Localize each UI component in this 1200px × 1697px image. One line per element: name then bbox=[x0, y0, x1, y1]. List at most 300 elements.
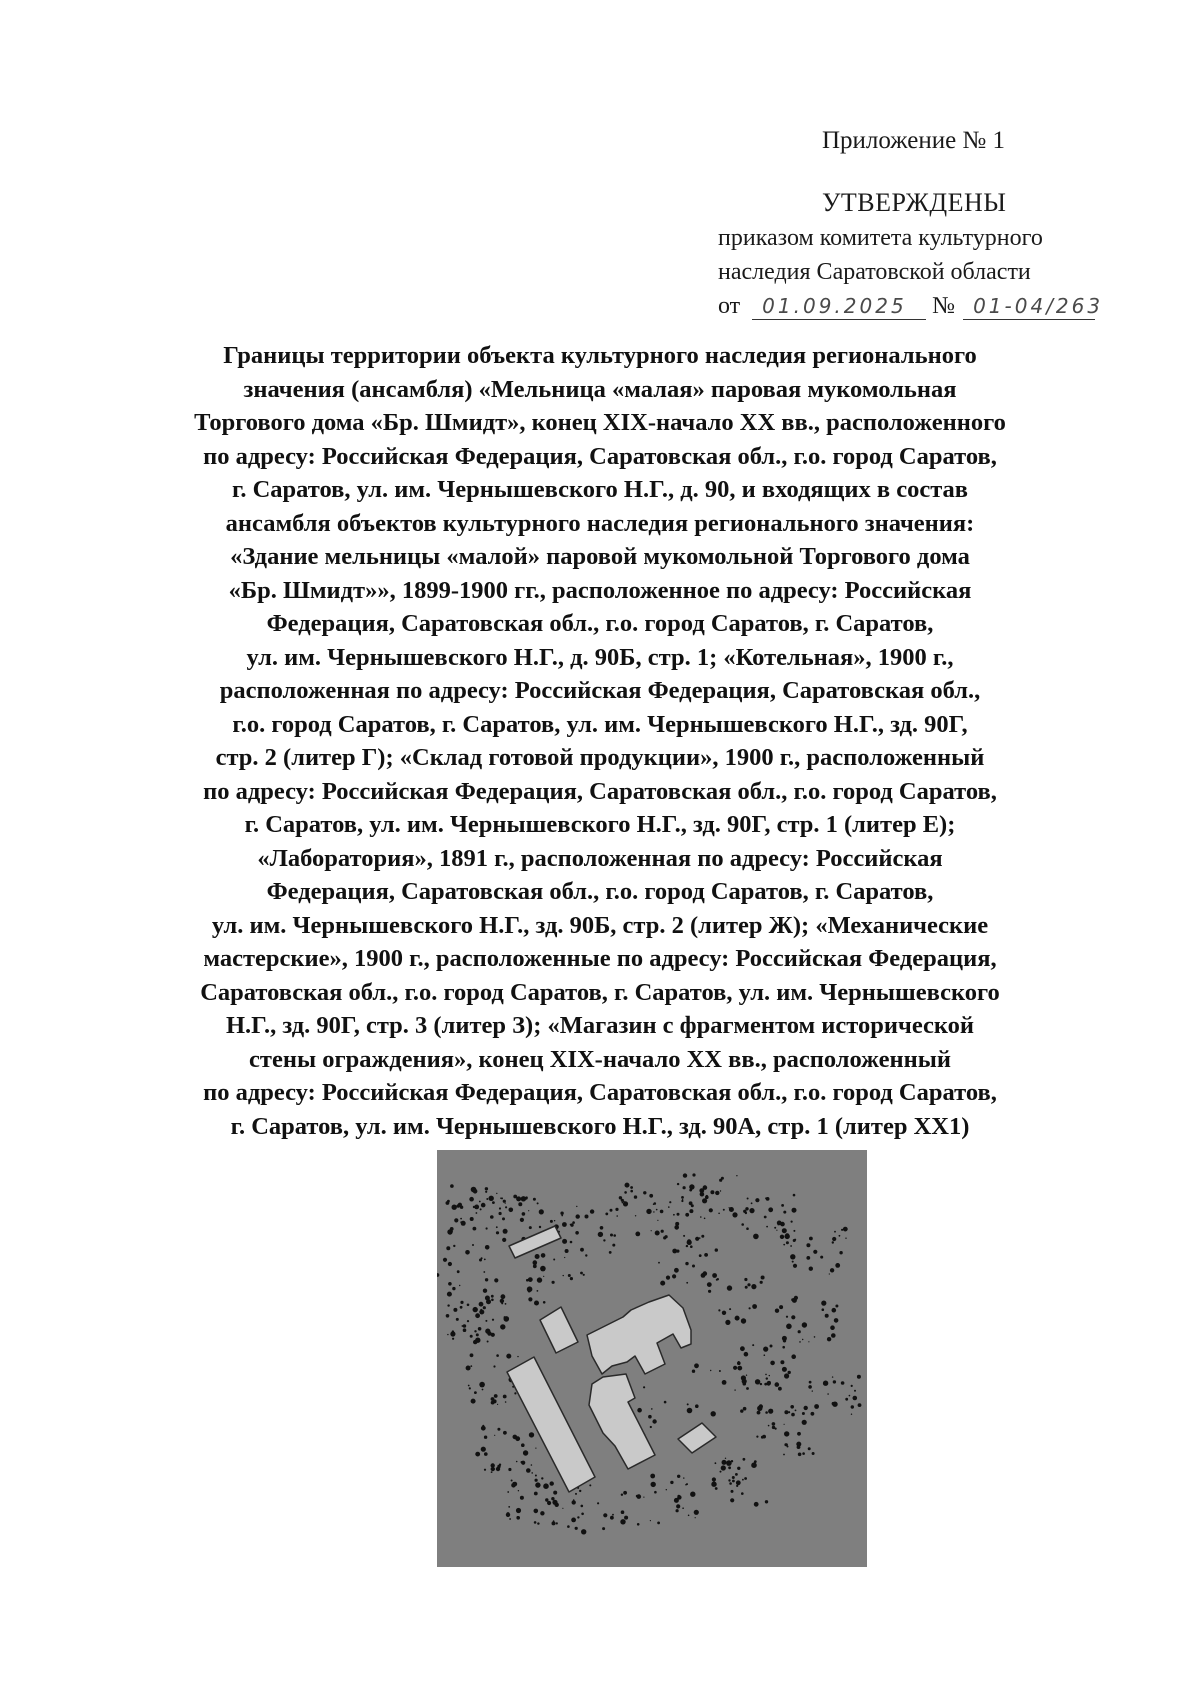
vegetation-speckle bbox=[561, 1215, 563, 1217]
vegetation-speckle bbox=[612, 1244, 615, 1247]
vegetation-speckle bbox=[543, 1276, 544, 1277]
vegetation-speckle bbox=[534, 1521, 537, 1524]
vegetation-speckle bbox=[721, 1465, 726, 1470]
vegetation-speckle bbox=[506, 1513, 510, 1517]
date-prefix: от bbox=[718, 293, 741, 319]
vegetation-speckle bbox=[570, 1224, 571, 1225]
vegetation-speckle bbox=[845, 1398, 848, 1401]
vegetation-speckle bbox=[814, 1336, 816, 1338]
vegetation-speckle bbox=[513, 1435, 518, 1440]
vegetation-speckle bbox=[704, 1218, 706, 1220]
vegetation-speckle bbox=[666, 1276, 670, 1280]
vegetation-speckle bbox=[576, 1214, 580, 1218]
vegetation-speckle bbox=[699, 1237, 701, 1239]
vegetation-speckle bbox=[668, 1206, 670, 1208]
vegetation-speckle bbox=[654, 1491, 657, 1494]
vegetation-speckle bbox=[485, 1278, 488, 1281]
handwritten-order-number: 01-04/263 bbox=[963, 293, 1095, 320]
vegetation-speckle bbox=[491, 1295, 494, 1298]
vegetation-speckle bbox=[851, 1414, 852, 1415]
vegetation-speckle bbox=[556, 1522, 558, 1524]
vegetation-speckle bbox=[829, 1273, 830, 1274]
vegetation-speckle bbox=[694, 1363, 699, 1368]
vegetation-speckle bbox=[579, 1490, 581, 1492]
vegetation-speckle bbox=[643, 1191, 646, 1194]
vegetation-speckle bbox=[794, 1296, 798, 1300]
vegetation-speckle bbox=[784, 1443, 787, 1446]
vegetation-speckle bbox=[501, 1197, 503, 1199]
vegetation-speckle bbox=[583, 1274, 585, 1276]
vegetation-speckle bbox=[783, 1454, 785, 1456]
title-line: г. Саратов, ул. им. Чернышевского Н.Г., зд. 90Г, стр. 1 (литер Е); bbox=[244, 811, 956, 838]
vegetation-speckle bbox=[764, 1383, 767, 1386]
vegetation-speckle bbox=[580, 1272, 583, 1275]
vegetation-speckle bbox=[743, 1382, 747, 1386]
vegetation-speckle bbox=[654, 1202, 657, 1205]
vegetation-speckle bbox=[497, 1404, 498, 1405]
vegetation-speckle bbox=[479, 1302, 484, 1307]
vegetation-speckle bbox=[793, 1239, 796, 1242]
vegetation-speckle bbox=[786, 1241, 789, 1244]
vegetation-speckle bbox=[448, 1262, 452, 1266]
vegetation-speckle bbox=[812, 1452, 815, 1455]
vegetation-speckle bbox=[637, 1523, 640, 1526]
vegetation-speckle bbox=[703, 1271, 708, 1276]
order-line-2: наследия Саратовской области bbox=[718, 259, 1031, 285]
vegetation-speckle bbox=[761, 1276, 765, 1280]
vegetation-speckle bbox=[610, 1516, 614, 1520]
vegetation-speckle bbox=[784, 1424, 785, 1425]
title-line: стр. 2 (литер Г); «Склад готовой продукции», 1900 г., расположенный bbox=[215, 744, 985, 771]
vegetation-speckle bbox=[577, 1516, 579, 1518]
vegetation-speckle bbox=[454, 1218, 458, 1222]
vegetation-speckle bbox=[562, 1239, 567, 1244]
vegetation-speckle bbox=[481, 1447, 486, 1452]
vegetation-speckle bbox=[710, 1370, 711, 1371]
vegetation-speckle bbox=[798, 1453, 802, 1457]
vegetation-speckle bbox=[732, 1480, 735, 1483]
vegetation-speckle bbox=[784, 1410, 788, 1414]
vegetation-speckle bbox=[675, 1222, 679, 1226]
vegetation-speckle bbox=[657, 1220, 658, 1221]
vegetation-speckle bbox=[534, 1492, 538, 1496]
vegetation-speckle bbox=[576, 1206, 577, 1207]
vegetation-speckle bbox=[509, 1518, 511, 1520]
vegetation-speckle bbox=[537, 1277, 542, 1282]
vegetation-speckle bbox=[780, 1360, 784, 1364]
vegetation-speckle bbox=[732, 1212, 737, 1217]
vegetation-speckle bbox=[791, 1298, 794, 1301]
vegetation-speckle bbox=[757, 1411, 761, 1415]
vegetation-speckle bbox=[529, 1226, 532, 1229]
vegetation-speckle bbox=[513, 1195, 517, 1199]
vegetation-speckle bbox=[481, 1203, 486, 1208]
vegetation-speckle bbox=[806, 1243, 810, 1247]
vegetation-speckle bbox=[851, 1385, 853, 1387]
vegetation-speckle bbox=[453, 1245, 455, 1247]
vegetation-speckle bbox=[832, 1308, 837, 1313]
vegetation-speckle bbox=[476, 1212, 478, 1214]
vegetation-speckle bbox=[503, 1229, 508, 1234]
vegetation-speckle bbox=[585, 1254, 587, 1256]
vegetation-speckle bbox=[751, 1462, 757, 1468]
vegetation-speckle bbox=[453, 1308, 457, 1312]
vegetation-speckle bbox=[554, 1220, 555, 1221]
vegetation-speckle bbox=[841, 1381, 845, 1385]
vegetation-speckle bbox=[497, 1465, 500, 1468]
vegetation-speckle bbox=[770, 1345, 773, 1348]
vegetation-speckle bbox=[535, 1475, 537, 1477]
vegetation-speckle bbox=[661, 1230, 664, 1233]
vegetation-speckle bbox=[563, 1275, 564, 1276]
vegetation-speckle bbox=[531, 1472, 533, 1474]
vegetation-speckle bbox=[609, 1251, 612, 1254]
vegetation-speckle bbox=[683, 1173, 687, 1177]
title-line: «Здание мельницы «малой» паровой мукомольной Торгового дома bbox=[230, 543, 970, 570]
vegetation-speckle bbox=[580, 1248, 584, 1252]
vegetation-speckle bbox=[685, 1262, 688, 1265]
vegetation-speckle bbox=[503, 1395, 507, 1399]
site-plan-drawing bbox=[437, 1150, 867, 1567]
vegetation-speckle bbox=[839, 1251, 842, 1254]
vegetation-speckle bbox=[472, 1244, 474, 1246]
vegetation-speckle bbox=[467, 1320, 469, 1322]
vegetation-speckle bbox=[543, 1301, 546, 1304]
vegetation-speckle bbox=[665, 1235, 668, 1238]
vegetation-speckle bbox=[575, 1231, 579, 1235]
vegetation-speckle bbox=[742, 1479, 744, 1481]
vegetation-speckle bbox=[484, 1436, 487, 1439]
vegetation-speckle bbox=[782, 1346, 785, 1349]
vegetation-speckle bbox=[790, 1405, 794, 1409]
vegetation-speckle bbox=[508, 1506, 510, 1508]
vegetation-speckle bbox=[476, 1308, 477, 1309]
vegetation-speckle bbox=[447, 1304, 449, 1306]
vegetation-speckle bbox=[692, 1265, 695, 1268]
vegetation-speckle bbox=[785, 1234, 790, 1239]
vegetation-speckle bbox=[552, 1281, 555, 1284]
vegetation-speckle bbox=[782, 1228, 787, 1233]
vegetation-speckle bbox=[689, 1209, 693, 1213]
vegetation-speckle bbox=[740, 1346, 745, 1351]
vegetation-speckle bbox=[674, 1268, 679, 1273]
vegetation-speckle bbox=[791, 1413, 795, 1417]
vegetation-speckle bbox=[718, 1213, 720, 1215]
vegetation-speckle bbox=[735, 1316, 740, 1321]
vegetation-speckle bbox=[635, 1215, 636, 1216]
vegetation-speckle bbox=[480, 1208, 482, 1210]
vegetation-speckle bbox=[749, 1307, 751, 1309]
vegetation-speckle bbox=[792, 1261, 794, 1263]
vegetation-speckle bbox=[701, 1235, 704, 1238]
vegetation-speckle bbox=[737, 1366, 742, 1371]
vegetation-speckle bbox=[802, 1412, 805, 1415]
vegetation-speckle bbox=[507, 1491, 509, 1493]
vegetation-speckle bbox=[485, 1296, 490, 1301]
vegetation-speckle bbox=[473, 1307, 478, 1312]
vegetation-speckle bbox=[541, 1253, 546, 1258]
vegetation-speckle bbox=[497, 1428, 500, 1431]
vegetation-speckle bbox=[452, 1338, 454, 1340]
vegetation-speckle bbox=[602, 1527, 605, 1530]
vegetation-speckle bbox=[833, 1380, 836, 1383]
vegetation-speckle bbox=[695, 1404, 699, 1408]
vegetation-speckle bbox=[467, 1304, 470, 1307]
vegetation-speckle bbox=[529, 1432, 534, 1437]
vegetation-speckle bbox=[765, 1197, 767, 1199]
vegetation-speckle bbox=[853, 1396, 858, 1401]
vegetation-speckle bbox=[470, 1217, 474, 1221]
vegetation-speckle bbox=[616, 1215, 618, 1217]
vegetation-speckle bbox=[737, 1467, 740, 1470]
vegetation-speckle bbox=[791, 1221, 793, 1223]
vegetation-speckle bbox=[814, 1404, 819, 1409]
title-line: по адресу: Российская Федерация, Саратовская обл., г.о. город Саратов, bbox=[203, 777, 997, 805]
vegetation-speckle bbox=[560, 1212, 563, 1215]
title-line: стены ограждения», конец XIX-начало XX вв., расположенный bbox=[249, 1045, 951, 1073]
vegetation-speckle bbox=[660, 1281, 665, 1286]
title-line: г. Саратов, ул. им. Чернышевского Н.Г., д. 90, и входящих в состав bbox=[231, 476, 969, 503]
vegetation-speckle bbox=[741, 1492, 744, 1495]
vegetation-speckle bbox=[475, 1452, 480, 1457]
vegetation-speckle bbox=[516, 1516, 520, 1520]
vegetation-speckle bbox=[462, 1325, 464, 1327]
vegetation-speckle bbox=[505, 1303, 507, 1305]
vegetation-speckle bbox=[531, 1464, 533, 1466]
vegetation-speckle bbox=[741, 1318, 746, 1323]
vegetation-speckle bbox=[513, 1482, 518, 1487]
vegetation-speckle bbox=[473, 1227, 477, 1231]
vegetation-speckle bbox=[600, 1226, 604, 1230]
vegetation-speckle bbox=[528, 1297, 532, 1301]
vegetation-speckle bbox=[479, 1201, 481, 1203]
vegetation-speckle bbox=[727, 1285, 732, 1290]
vegetation-speckle bbox=[738, 1483, 740, 1485]
vegetation-speckle bbox=[447, 1292, 452, 1297]
vegetation-speckle bbox=[470, 1353, 474, 1357]
vegetation-speckle bbox=[772, 1422, 776, 1426]
vegetation-speckle bbox=[766, 1226, 768, 1228]
vegetation-speckle bbox=[774, 1227, 776, 1229]
vegetation-speckle bbox=[597, 1502, 599, 1504]
vegetation-speckle bbox=[715, 1462, 717, 1464]
vegetation-speckle bbox=[603, 1513, 607, 1517]
vegetation-speckle bbox=[494, 1435, 495, 1436]
title-line: Н.Г., зд. 90Г, стр. 3 (литер З); «Магазин с фрагментом исторической bbox=[225, 1012, 975, 1039]
vegetation-speckle bbox=[787, 1446, 789, 1448]
vegetation-speckle bbox=[500, 1299, 504, 1303]
vegetation-speckle bbox=[460, 1218, 462, 1220]
vegetation-speckle bbox=[482, 1389, 484, 1391]
vegetation-speckle bbox=[673, 1214, 675, 1216]
vegetation-speckle bbox=[687, 1403, 689, 1405]
vegetation-speckle bbox=[653, 1211, 654, 1212]
vegetation-speckle bbox=[651, 1482, 656, 1487]
vegetation-speckle bbox=[835, 1305, 838, 1308]
vegetation-speckle bbox=[712, 1273, 717, 1278]
vegetation-speckle bbox=[688, 1515, 690, 1517]
vegetation-speckle bbox=[809, 1381, 812, 1384]
vegetation-speckle bbox=[503, 1200, 506, 1203]
vegetation-speckle bbox=[672, 1249, 677, 1254]
vegetation-speckle bbox=[516, 1508, 521, 1513]
vegetation-speckle bbox=[463, 1328, 467, 1332]
vegetation-speckle bbox=[720, 1190, 721, 1191]
vegetation-speckle bbox=[450, 1184, 454, 1188]
vegetation-speckle bbox=[461, 1221, 466, 1226]
vegetation-speckle bbox=[780, 1235, 784, 1239]
vegetation-speckle bbox=[483, 1306, 486, 1309]
vegetation-speckle bbox=[745, 1286, 748, 1289]
vegetation-speckle bbox=[446, 1314, 450, 1318]
title-line: «Лаборатория», 1891 г., расположенная по адресу: Российская bbox=[257, 844, 943, 872]
vegetation-speckle bbox=[822, 1308, 825, 1311]
vegetation-speckle bbox=[636, 1495, 639, 1498]
vegetation-speckle bbox=[533, 1264, 536, 1267]
vegetation-speckle bbox=[790, 1254, 795, 1259]
vegetation-speckle bbox=[744, 1352, 749, 1357]
vegetation-speckle bbox=[523, 1450, 528, 1455]
vegetation-speckle bbox=[751, 1202, 753, 1204]
vegetation-speckle bbox=[677, 1213, 680, 1216]
vegetation-speckle bbox=[581, 1529, 586, 1534]
vegetation-speckle bbox=[783, 1339, 786, 1342]
order-date-number-line bbox=[718, 289, 1104, 323]
vegetation-speckle bbox=[474, 1330, 476, 1332]
vegetation-speckle bbox=[624, 1191, 627, 1194]
vegetation-speckle bbox=[651, 1408, 653, 1410]
vegetation-speckle bbox=[620, 1519, 625, 1524]
title-line: расположенная по адресу: Российская Федерация, Саратовская обл., bbox=[219, 677, 981, 704]
vegetation-speckle bbox=[553, 1259, 555, 1261]
vegetation-speckle bbox=[571, 1518, 576, 1523]
vegetation-speckle bbox=[619, 1196, 622, 1199]
vegetation-speckle bbox=[672, 1274, 676, 1278]
vegetation-speckle bbox=[722, 1460, 727, 1465]
vegetation-speckle bbox=[528, 1290, 531, 1293]
vegetation-speckle bbox=[717, 1278, 719, 1280]
vegetation-speckle bbox=[634, 1195, 637, 1198]
vegetation-speckle bbox=[755, 1198, 759, 1202]
vegetation-speckle bbox=[479, 1382, 485, 1388]
vegetation-speckle bbox=[503, 1431, 507, 1435]
vegetation-speckle bbox=[715, 1248, 718, 1251]
vegetation-speckle bbox=[677, 1475, 680, 1478]
vegetation-speckle bbox=[550, 1481, 554, 1485]
vegetation-speckle bbox=[778, 1387, 782, 1391]
title-line: по адресу: Российская Федерация, Саратовская обл., г.о. город Саратов, bbox=[203, 1079, 997, 1106]
vegetation-speckle bbox=[747, 1283, 750, 1286]
vegetation-speckle bbox=[809, 1237, 813, 1241]
vegetation-speckle bbox=[516, 1461, 518, 1463]
vegetation-speckle bbox=[505, 1203, 506, 1204]
vegetation-speckle bbox=[746, 1375, 747, 1376]
vegetation-speckle bbox=[751, 1284, 756, 1289]
vegetation-speckle bbox=[764, 1216, 767, 1219]
vegetation-speckle bbox=[521, 1443, 525, 1447]
vegetation-speckle bbox=[615, 1208, 618, 1211]
vegetation-speckle bbox=[682, 1199, 683, 1200]
vegetation-speckle bbox=[518, 1490, 519, 1491]
vegetation-speckle bbox=[502, 1238, 506, 1242]
vegetation-speckle bbox=[783, 1244, 785, 1246]
vegetation-speckle bbox=[451, 1230, 453, 1232]
vegetation-speckle bbox=[728, 1479, 730, 1481]
vegetation-speckle bbox=[520, 1218, 524, 1222]
vegetation-speckle bbox=[827, 1337, 831, 1341]
vegetation-speckle bbox=[452, 1287, 455, 1290]
vegetation-speckle bbox=[749, 1208, 754, 1213]
vegetation-speckle bbox=[854, 1390, 856, 1392]
vegetation-speckle bbox=[692, 1370, 695, 1373]
vegetation-speckle bbox=[480, 1309, 482, 1311]
vegetation-speckle bbox=[630, 1190, 633, 1193]
vegetation-speckle bbox=[799, 1341, 801, 1343]
vegetation-speckle bbox=[547, 1501, 551, 1505]
vegetation-speckle bbox=[485, 1320, 487, 1322]
vegetation-speckle bbox=[485, 1245, 490, 1250]
vegetation-speckle bbox=[700, 1192, 705, 1197]
vegetation-speckle bbox=[690, 1245, 693, 1248]
vegetation-speckle bbox=[648, 1415, 652, 1419]
vegetation-speckle bbox=[731, 1460, 733, 1462]
vegetation-speckle bbox=[657, 1522, 660, 1525]
vegetation-speckle bbox=[683, 1186, 686, 1189]
vegetation-speckle bbox=[585, 1215, 589, 1219]
vegetation-speckle bbox=[710, 1190, 714, 1194]
vegetation-speckle bbox=[508, 1468, 511, 1471]
vegetation-speckle bbox=[473, 1189, 478, 1194]
vegetation-speckle bbox=[581, 1513, 584, 1516]
title-line: г. Саратов, ул. им. Чернышевского Н.Г., зд. 90А, стр. 1 (литер XX1) bbox=[230, 1112, 970, 1140]
vegetation-speckle bbox=[535, 1482, 540, 1487]
vegetation-speckle bbox=[567, 1525, 570, 1528]
vegetation-speckle bbox=[469, 1387, 471, 1389]
vegetation-speckle bbox=[460, 1301, 463, 1304]
vegetation-speckle bbox=[683, 1235, 685, 1237]
vegetation-speckle bbox=[734, 1389, 735, 1390]
vegetation-speckle bbox=[447, 1334, 448, 1335]
vegetation-speckle bbox=[500, 1324, 505, 1329]
vegetation-speckle bbox=[452, 1205, 457, 1210]
document-title bbox=[150, 339, 1050, 1143]
vegetation-speckle bbox=[702, 1198, 707, 1203]
approved-heading: УТВЕРЖДЕНЫ bbox=[822, 188, 1007, 217]
vegetation-speckle bbox=[843, 1227, 848, 1232]
vegetation-speckle bbox=[535, 1479, 538, 1482]
title-line: ул. им. Чернышевского Н.Г., зд. 90Б, стр. 2 (литер Ж); «Механические bbox=[211, 911, 989, 939]
vegetation-speckle bbox=[499, 1207, 501, 1209]
title-line: значения (ансамбля) «Мельница «малая» паровая мукомольная bbox=[243, 375, 957, 403]
vegetation-speckle bbox=[539, 1226, 541, 1228]
vegetation-speckle bbox=[526, 1468, 531, 1473]
vegetation-speckle bbox=[613, 1234, 616, 1237]
vegetation-speckle bbox=[553, 1491, 557, 1495]
vegetation-speckle bbox=[575, 1493, 577, 1495]
vegetation-speckle bbox=[808, 1341, 809, 1342]
vegetation-speckle bbox=[699, 1254, 702, 1257]
vegetation-speckle bbox=[540, 1511, 544, 1515]
vegetation-speckle bbox=[493, 1365, 495, 1367]
vegetation-speckle bbox=[664, 1401, 667, 1404]
vegetation-speckle bbox=[476, 1333, 479, 1336]
vegetation-speckle bbox=[568, 1274, 571, 1277]
title-line: ансамбля объектов культурного наследия регионального значения: bbox=[225, 509, 975, 537]
vegetation-speckle bbox=[766, 1381, 770, 1385]
vegetation-speckle bbox=[689, 1184, 694, 1189]
vegetation-speckle bbox=[643, 1497, 644, 1498]
vegetation-speckle bbox=[776, 1230, 777, 1231]
